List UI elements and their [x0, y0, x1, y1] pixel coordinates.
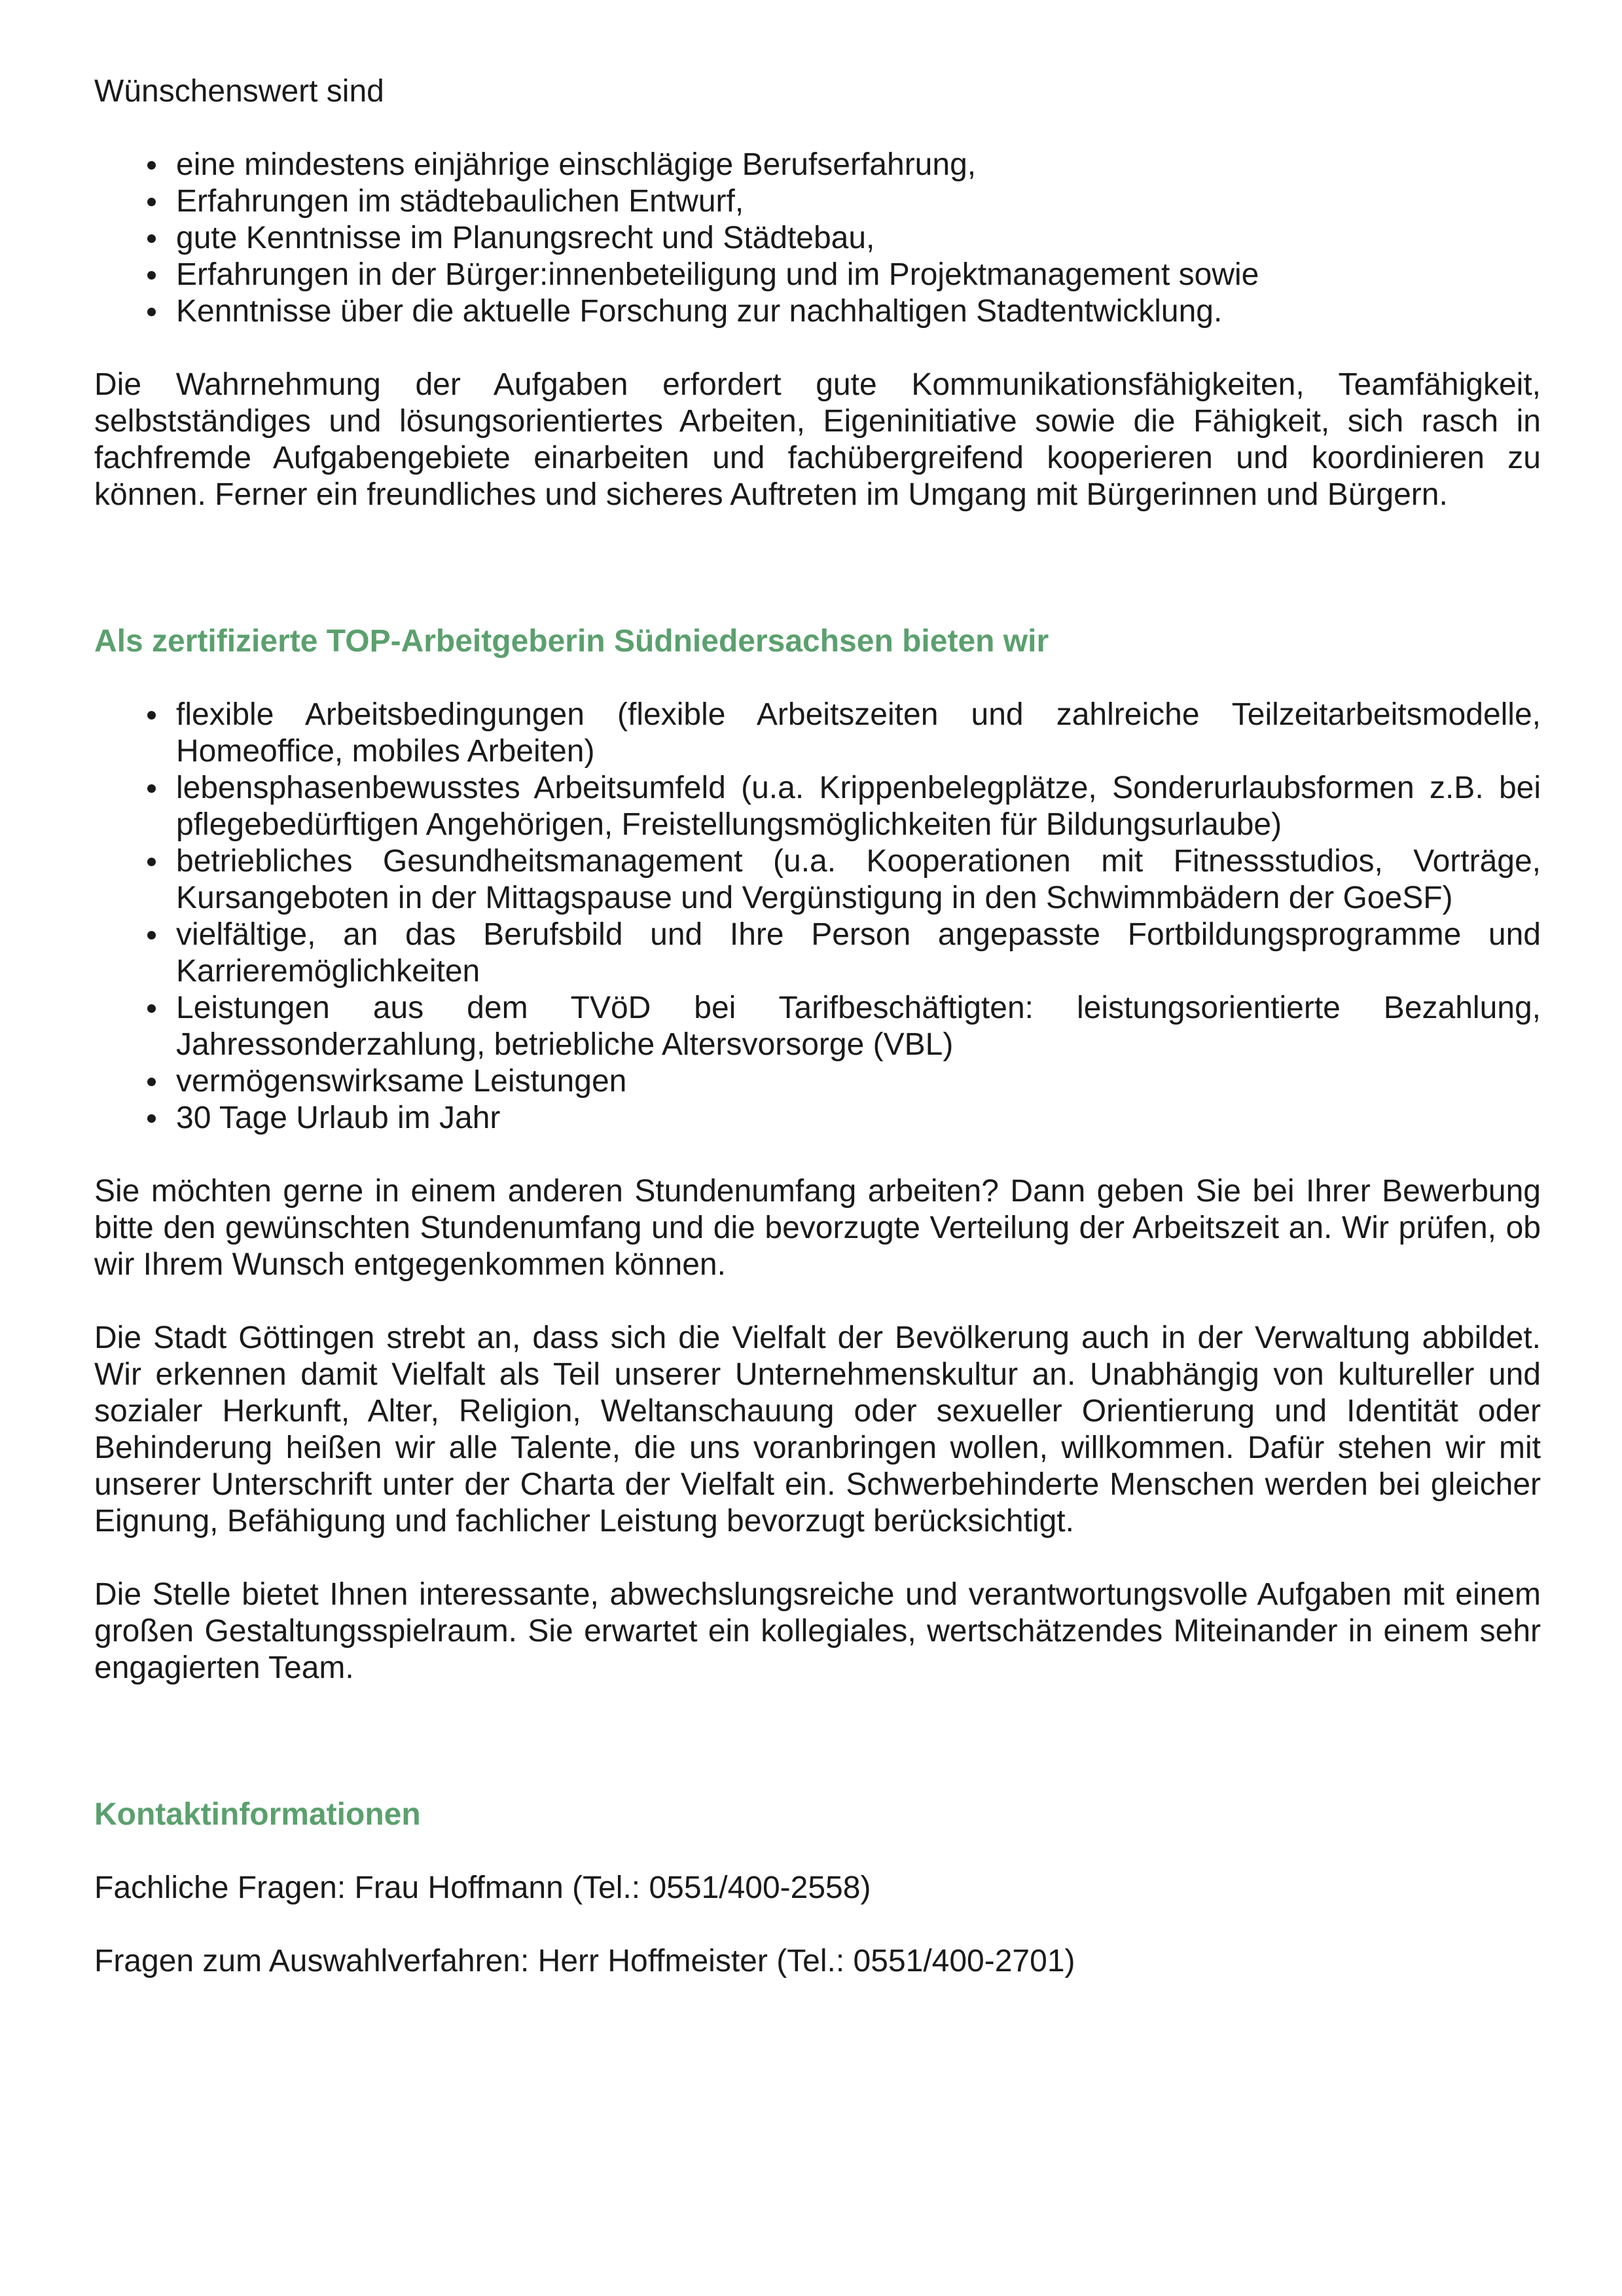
- offer-heading: Als zertifizierte TOP-Arbeitgeberin Südniedersachsen bieten wir: [94, 624, 1049, 659]
- spacer: [94, 513, 1541, 623]
- position-paragraph: Die Stelle bietet Ihnen interessante, abwechslungsreiche und verantwortungsvolle Aufgaben mit einem großen Gestaltungsspielraum. Sie erwartet ein kollegiales, wertschätzendes Miteinander in einem sehr engagierten Team.: [94, 1577, 1541, 1685]
- requirements-paragraph: Die Wahrnehmung der Aufgaben erfordert gute Kommunikationsfähigkeiten, Teamfähigkeit, selbstständiges und lösungsorientiertes Arbeiten, Eigeninitiative sowie die Fähigkeit, sich rasch in fachfremde Aufgabengebiete einarbeiten und fachübergreifend kooperieren und koordinieren zu können. Ferner ein freundliches und sicheres Auftreten im Umgang mit Bürgerinnen und Bürgern.: [94, 367, 1541, 512]
- list-item: eine mindestens einjährige einschlägige Berufserfahrung,: [176, 147, 1541, 183]
- spacer: [94, 1686, 1541, 1796]
- list-item: Kenntnisse über die aktuelle Forschung zur nachhaltigen Stadtentwicklung.: [176, 293, 1541, 330]
- diversity-paragraph: Die Stadt Göttingen strebt an, dass sich die Vielfalt der Bevölkerung auch in der Verwaltung abbildet. Wir erkennen damit Vielfalt als Teil unserer Unternehmenskultur an. Unabhängig von kultureller und sozialer Herkunft, Alter, Religion, Weltanschauung oder sexueller Orientierung und Identität oder Behinderung heißen wir alle Talente, die uns voranbringen wollen, willkommen. Dafür stehen wir mit unserer Unterschrift unter der Charta der Vielfalt ein. Schwerbehinderte Menschen werden bei gleicher Eignung, Befähigung und fachlicher Leistung bevorzugt berücksichtigt.: [94, 1321, 1541, 1539]
- spacer: [94, 1137, 1541, 1173]
- list-item: gute Kenntnisse im Planungsrecht und Städtebau,: [176, 220, 1541, 257]
- list-item: vermögenswirksame Leistungen: [176, 1063, 1541, 1100]
- spacer: [94, 1540, 1541, 1576]
- desirable-list: [94, 147, 1541, 330]
- list-item: Leistungen aus dem TVöD bei Tarifbeschäftigten: leistungsorientierte Bezahlung, Jahressonderzahlung, betriebliche Altersvorsorge (VBL): [176, 991, 1541, 1062]
- list-item: lebensphasenbewusstes Arbeitsumfeld (u.a. Krippenbelegplätze, Sonderurlaubsformen z.B. bei pflegebedürftigen Angehörigen, Freistellungsmöglichkeiten für Bildungsurlaube): [176, 771, 1541, 842]
- desirable-intro: Wünschenswert sind: [94, 74, 384, 109]
- spacer: [94, 110, 1541, 147]
- list-item: vielfältige, an das Berufsbild und Ihre Person angepasste Fortbildungsprogramme und Karrieremöglichkeiten: [176, 917, 1541, 989]
- job-posting-page: [94, 73, 1541, 1980]
- contact-selection: Fragen zum Auswahlverfahren: Herr Hoffmeister (Tel.: 0551/400-2701): [94, 1944, 1075, 1978]
- spacer: [94, 1283, 1541, 1320]
- list-item: flexible Arbeitsbedingungen (flexible Arbeitszeiten und zahlreiche Teilzeitarbeitsmodelle, Homeoffice, mobiles Arbeiten): [176, 697, 1541, 769]
- list-item: betriebliches Gesundheitsmanagement (u.a. Kooperationen mit Fitnessstudios, Vorträge, Kursangeboten in der Mittagspause und Vergünstigung in den Schwimmbädern der GoeSF): [176, 844, 1541, 915]
- spacer: [94, 1906, 1541, 1943]
- list-item: Erfahrungen im städtebaulichen Entwurf,: [176, 183, 1541, 220]
- contact-technical: Fachliche Fragen: Frau Hoffmann (Tel.: 0551/400-2558): [94, 1870, 871, 1905]
- list-item: Erfahrungen in der Bürger:innenbeteiligung und im Projektmanagement sowie: [176, 257, 1541, 293]
- list-item: 30 Tage Urlaub im Jahr: [176, 1100, 1541, 1137]
- spacer: [94, 1833, 1541, 1870]
- spacer: [94, 660, 1541, 697]
- working-hours-paragraph: Sie möchten gerne in einem anderen Stundenumfang arbeiten? Dann geben Sie bei Ihrer Bewerbung bitte den gewünschten Stundenumfang und die bevorzugte Verteilung der Arbeitszeit an. Wir prüfen, ob wir Ihrem Wunsch entgegenkommen können.: [94, 1174, 1541, 1282]
- spacer: [94, 330, 1541, 367]
- offer-list: [94, 697, 1541, 1137]
- contact-heading: Kontaktinformationen: [94, 1797, 421, 1832]
